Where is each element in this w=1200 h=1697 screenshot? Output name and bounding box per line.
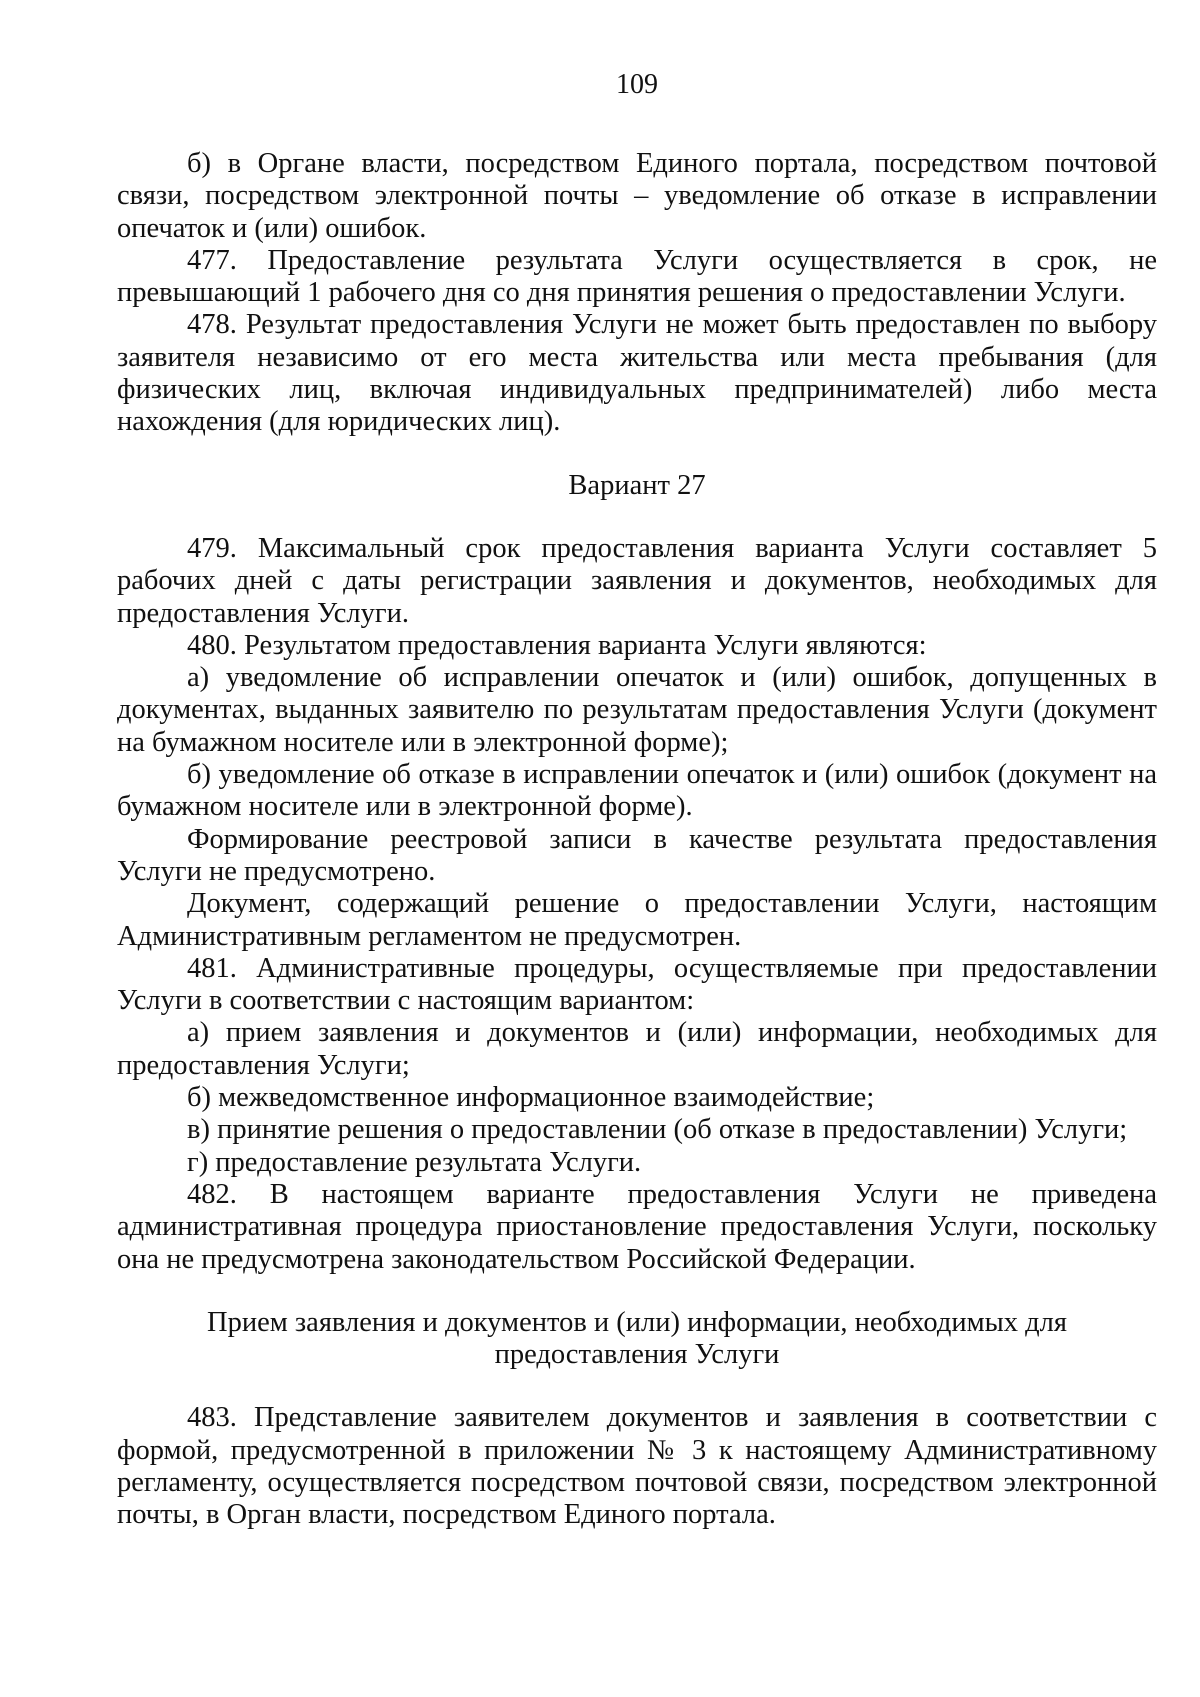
paragraph-481-v: в) принятие решения о предоставлении (об отказе в предоставлении) Услуги; [187,1114,1128,1146]
paragraph-483: 483. Представление заявителем документов и заявления в соответствии с формой, предусмотренной в приложении № 3 к настоящему Административному регламенту, осуществляется посредством почтовой связи, посредством электронной почты, в Орган власти, посредством Единого портала. [117,1402,1157,1531]
paragraph-482: 482. В настоящем варианте предоставления Услуги не приведена административная процедура приостановление предоставления Услуги, поскольку она не предусмотрена законодательством Российской Федерации. [117,1178,1157,1275]
paragraph-479: 479. Максимальный срок предоставления варианта Услуги составляет 5 рабочих дней с даты регистрации заявления и документов, необходимых для предоставления Услуги. [117,532,1157,629]
heading-application-intake-line-2: предоставления Услуги [494,1339,780,1371]
paragraph-b-refusal-notice: б) в Органе власти, посредством Единого портала, посредством почтовой связи, посредством электронной почты – уведомление об отказе в исправлении опечаток и (или) ошибок. [117,148,1157,244]
heading-variant-27: Вариант 27 [568,469,706,501]
paragraph-decision-document: Документ, содержащий решение о предоставлении Услуги, настоящим Административным регламентом не предусмотрен. [117,888,1157,952]
paragraph-481: 481. Административные процедуры, осуществляемые при предоставлении Услуги в соответствии с настоящим вариантом: [117,952,1157,1017]
paragraph-registry-record: Формирование реестровой записи в качестве результата предоставления Услуги не предусмотрено. [117,823,1157,887]
paragraph-480-a: а) уведомление об исправлении опечаток и (или) ошибок, допущенных в документах, выданных заявителю по результатам предоставления Услуги (документ на бумажном носителе или в электронной форме); [117,662,1157,758]
paragraph-480: 480. Результатом предоставления варианта Услуги являются: [187,629,927,661]
paragraph-477: 477. Предоставление результата Услуги осуществляется в срок, не превышающий 1 рабочего дня со дня принятия решения о предоставлении Услуги. [117,244,1157,309]
heading-application-intake-line-1: Прием заявления и документов и (или) информации, необходимых для [207,1306,1067,1338]
page-number: 109 [616,69,658,100]
heading-application-intake [117,1307,1157,1372]
paragraph-481-g: г) предоставление результата Услуги. [187,1146,642,1178]
paragraph-478: 478. Результат предоставления Услуги не может быть предоставлен по выбору заявителя независимо от его места жительства или места пребывания (для физических лиц, включая индивидуальных предпринимателей) либо места нахождения (для юридических лиц). [117,309,1157,438]
paragraph-481-b: б) межведомственное информационное взаимодействие; [187,1082,875,1114]
paragraph-480-b: б) уведомление об отказе в исправлении опечаток и (или) ошибок (документ на бумажном носителе или в электронной форме). [117,759,1157,823]
document-body [117,148,1157,1532]
paragraph-481-a: а) прием заявления и документов и (или) информации, необходимых для предоставления Услуги; [117,1017,1157,1081]
